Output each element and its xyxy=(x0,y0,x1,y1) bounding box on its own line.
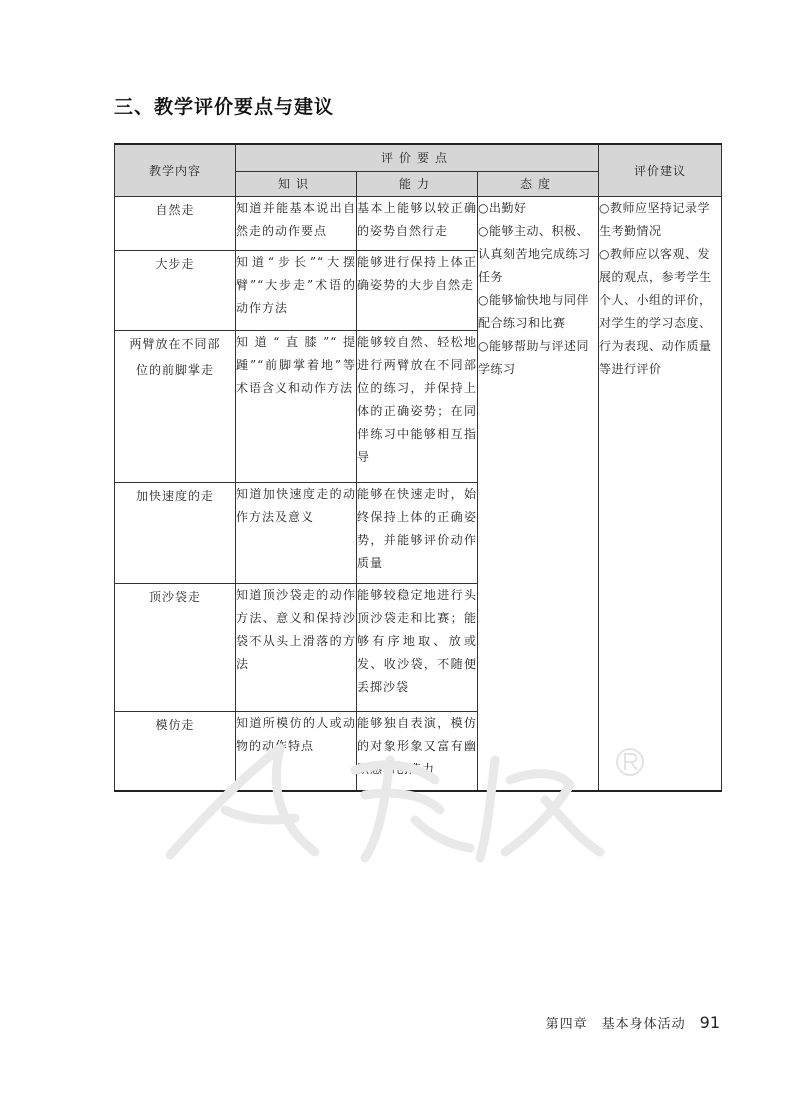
header-attitude: 态度 xyxy=(478,171,599,196)
suggestion-column xyxy=(599,196,722,791)
row-item: 顶沙袋走 xyxy=(115,583,236,711)
table-row xyxy=(115,196,722,250)
row-item: 加快速度的走 xyxy=(115,482,236,583)
header-ability: 能力 xyxy=(357,171,478,196)
attitude-item: ○出勤好 xyxy=(478,200,527,215)
attitude-column xyxy=(478,196,599,791)
row-ability: 能够较稳定地进行头顶沙袋走和比赛；能够有序地取、放或发、收沙袋，不随便丢掷沙袋 xyxy=(357,583,478,711)
row-knowledge: 知道“步长”“大摆臂”“大步走”术语的动作方法 xyxy=(236,250,357,330)
row-ability: 基本上能够以较正确的姿势自然行走 xyxy=(357,196,478,250)
row-ability: 能够进行保持上体正确姿势的大步自然走 xyxy=(357,250,478,330)
row-item-label: 两臂放在不同部位的前脚掌走 xyxy=(129,336,221,377)
suggestion-item: ○教师应以客观、发展的观点，参考学生个人、小组的评价，对学生的学习态度、行为表现、动作质量等进行评价 xyxy=(599,246,712,376)
row-knowledge: 知道顶沙袋走的动作方法、意义和保持沙袋不从头上滑落的方法 xyxy=(236,583,357,711)
row-ability: 能够独自表演，模仿的对象形象又富有幽默感和创造力 xyxy=(357,711,478,791)
row-item: 自然走 xyxy=(115,196,236,250)
chapter-title: 第四章 基本身体活动 xyxy=(545,1017,686,1032)
row-knowledge: 知道并能基本说出自然走的动作要点 xyxy=(236,196,357,250)
row-item xyxy=(115,330,236,482)
header-knowledge: 知识 xyxy=(236,171,357,196)
attitude-item: ○能够主动、积极、认真刻苦地完成练习任务 xyxy=(478,223,591,284)
attitude-item: ○能够愉快地与同伴配合练习和比赛 xyxy=(478,292,589,330)
row-item: 模仿走 xyxy=(115,711,236,791)
header-evaluation-points: 评价要点 xyxy=(236,144,599,171)
row-ability: 能够在快速走时，始终保持上体的正确姿势，并能够评价动作质量 xyxy=(357,482,478,583)
attitude-item: ○能够帮助与评述同学练习 xyxy=(478,338,589,376)
section-title: 三、教学评价要点与建议 xyxy=(114,96,335,118)
page-footer xyxy=(546,1013,720,1032)
page-number: 91 xyxy=(699,1013,720,1032)
row-ability: 能够较自然、轻松地进行两臂放在不同部位的练习，并保持上体的正确姿势；在同伴练习中能够相互指导 xyxy=(357,330,478,482)
evaluation-table xyxy=(114,143,722,792)
row-item: 大步走 xyxy=(115,250,236,330)
header-evaluation-suggestion: 评价建议 xyxy=(599,144,722,196)
row-knowledge: 知道所模仿的人或动物的动作特点 xyxy=(236,711,357,791)
row-knowledge: 知道加快速度走的动作方法及意义 xyxy=(236,482,357,583)
row-knowledge: 知道“直膝”“提踵”“前脚掌着地”等术语含义和动作方法 xyxy=(236,330,357,482)
header-teaching-content: 教学内容 xyxy=(115,144,236,196)
suggestion-item: ○教师应坚持记录学生考勤情况 xyxy=(599,200,711,238)
